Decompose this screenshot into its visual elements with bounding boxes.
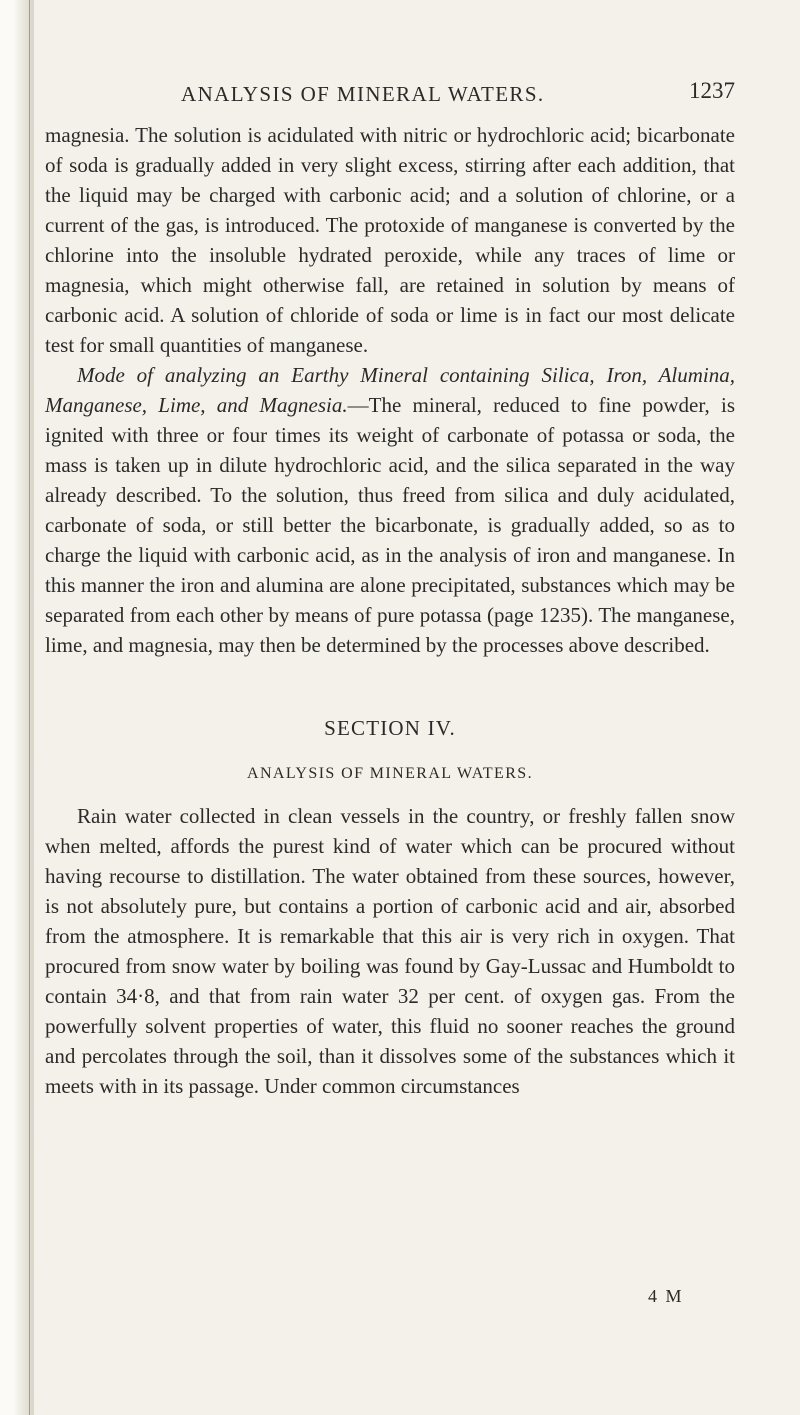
- paragraph-manganese-test: magnesia. The solution is acidulated with nitric or hydrochloric acid; bicarbonate of soda is gradually added in very slight excess, stirring after each addition, that the liquid may be charged with carbonic acid; and a solution of chlorine, or a current of the gas, is introduced. The protoxide of manganese is converted by the chlorine into the insoluble hydrated peroxide, while any traces of lime or magnesia, which might otherwise fall, are retained in solution by means of carbonic acid. A solution of chloride of soda or lime is in fact our most delicate test for small quantities of manganese.: [45, 123, 735, 357]
- body-text: [45, 120, 735, 660]
- page-number: 1237: [689, 78, 735, 103]
- mode-heading: Mode of analyzing an Earthy Mineral containing Silica, Iron, Alumina, Manganese, Lime, and Magnesia.: [45, 363, 735, 417]
- mode-body: —The mineral, reduced to fine powder, is ignited with three or four times its weight of carbonate of potassa or soda, the mass is taken up in dilute hydrochloric acid, and the silica separated in the way already described. To the solution, thus freed from silica and duly acidulated, carbonate of soda, or still better the bicarbonate, is gradually added, so as to charge the liquid with carbonic acid, as in the analysis of iron and manganese. In this manner the iron and alumina are alone precipitated, substances which may be separated from each other by means of pure potassa (page 1235). The manganese, lime, and magnesia, may then be determined by the processes above described.: [45, 393, 735, 657]
- body-text-section-iv: [45, 801, 735, 1101]
- signature-mark: 4 M: [648, 1286, 684, 1306]
- book-page: [45, 62, 735, 1101]
- running-title: ANALYSIS OF MINERAL WATERS.: [181, 82, 545, 106]
- paragraph-rain-water: Rain water collected in clean vessels in the country, or freshly fallen snow when melted, affords the purest kind of water which can be procured without having recourse to distillation. The water obtained from these sources, however, is not absolutely pure, but contains a portion of carbonic acid and air, absorbed from the atmosphere. It is remarkable that this air is very rich in oxygen. That procured from snow water by boiling was found by Gay-Lussac and Humboldt to contain 34·8, and that from rain water 32 per cent. of oxygen gas. From the powerfully solvent properties of water, this fluid no sooner reaches the ground and percolates through the soil, than it dissolves some of the substances which it meets with in its passage. Under common circumstances: [45, 804, 735, 1098]
- running-head: [45, 62, 735, 106]
- binding-edge-line: [29, 0, 30, 1415]
- paragraph-earthy-mineral: [45, 360, 735, 660]
- section-heading: SECTION IV.: [324, 716, 456, 740]
- section-subheading: ANALYSIS OF MINERAL WATERS.: [247, 765, 533, 782]
